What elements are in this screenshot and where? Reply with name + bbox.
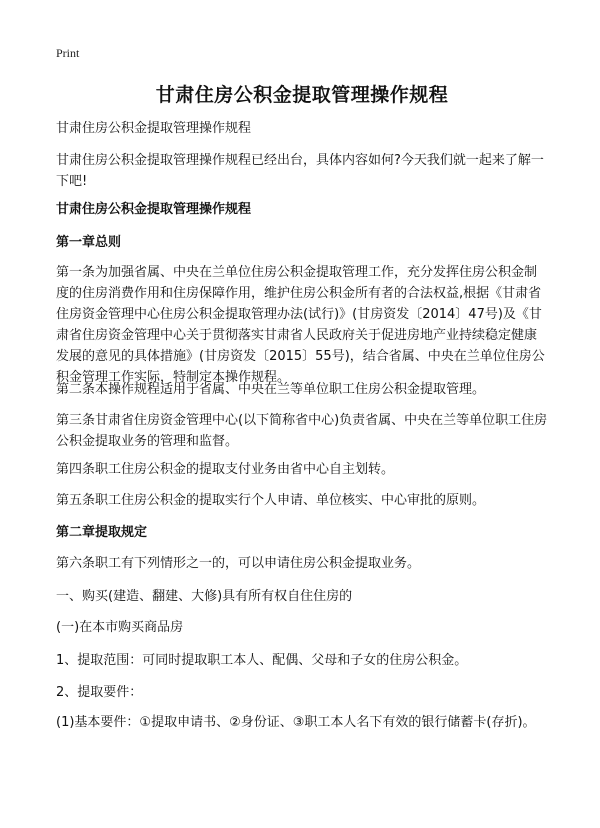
chapter-one-heading: 第一章总则: [56, 235, 122, 250]
item-purchase: 一、购买(建造、翻建、大修)具有所有权自住住房的: [56, 589, 353, 604]
article-six: 第六条职工有下列情形之一的，可以申请住房公积金提取业务。: [56, 556, 421, 571]
section-heading: 甘肃住房公积金提取管理操作规程: [56, 202, 252, 217]
article-two: 第二条本操作规程适用于省属、中央在兰等单位职工住房公积金提取管理。: [56, 382, 486, 397]
print-label[interactable]: Print: [56, 46, 80, 60]
article-five: 第五条职工住房公积金的提取实行个人申请、单位核实、中心审批的原则。: [56, 493, 486, 508]
item-local-purchase: (一)在本市购买商品房: [56, 620, 184, 635]
item-requirements: 2、提取要件：: [56, 685, 143, 700]
chapter-two-heading: 第二章提取规定: [56, 525, 148, 540]
intro-paragraph: 甘肃住房公积金提取管理操作规程已经出台，具体内容如何?今天我们就一起来了解一下吧!: [56, 153, 544, 189]
item-basic-requirements: (1)基本要件：①提取申请书、②身份证、③职工本人名下有效的银行储蓄卡(存折)。: [56, 715, 536, 730]
document-title: 甘肃住房公积金提取管理操作规程: [155, 84, 449, 106]
article-four: 第四条职工住房公积金的提取支付业务由省中心自主划转。: [56, 462, 395, 477]
item-scope: 1、提取范围：可同时提取职工本人、配偶、父母和子女的住房公积金。: [56, 653, 468, 668]
article-one: 第一条为加强省属、中央在兰单位住房公积金提取管理工作，充分发挥住房公积金制度的住房消费作用和住房保障作用，维护住房公积金所有者的合法权益,根据《甘肃省住房资金管理中心住房公积金提取管理办法(试行)》(甘房资发〔2014〕47号)及《甘肃省住房资金管理中心关于贯彻落实甘肃省人民政府关于促进房地产业持续稳定健康发展的意见的具体措施》(甘房资发〔2015〕55号)，结合省属、中央在兰单位住房公积金管理工作实际，特制定本操作规程。: [56, 265, 545, 385]
intro-title-paragraph: 甘肃住房公积金提取管理操作规程: [56, 121, 252, 136]
article-three: 第三条甘肃省住房资金管理中心(以下简称省中心)负责省属、中央在兰等单位职工住房公积金提取业务的管理和监督。: [56, 413, 548, 449]
